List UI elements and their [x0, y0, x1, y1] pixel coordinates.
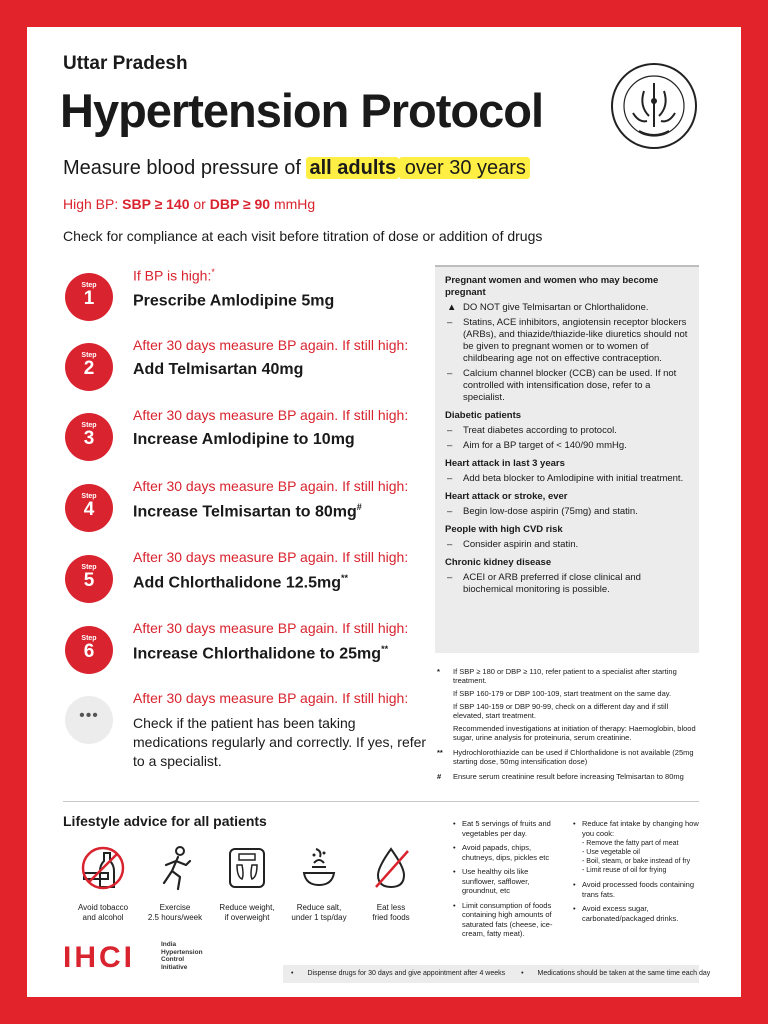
lifestyle-caption — [139, 903, 211, 923]
panel-item-text: Add beta blocker to Amlodipine with initial treatment. — [463, 473, 684, 484]
dash-marker: – — [447, 425, 453, 436]
step-action — [133, 361, 303, 379]
lifestyle-icons — [67, 843, 427, 933]
step-number: 5 — [83, 570, 95, 591]
step-final — [63, 690, 433, 774]
footnote-text: Recommended investigations at initiation of therapy: Haemoglobin, blood sugar, urine analysis for proteinuria, serum creatinine. — [453, 724, 696, 742]
step-action — [133, 291, 334, 310]
panel-item — [445, 368, 689, 404]
lifestyle-advice-col1 — [453, 819, 563, 944]
caption-line: if overweight — [224, 913, 270, 922]
panel-item-text: Statins, ACE inhibitors, angiotensin receptor blockers (ARBs), and thiazide/thiazide-like diuretics should not be given to pregnant women or to women of childbearing age not on effective contraception. — [463, 317, 688, 364]
panel-item — [445, 539, 689, 551]
lifestyle-item — [211, 843, 283, 923]
panel-heading: People with high CVD risk — [445, 524, 563, 535]
caption-line: Reduce weight, — [219, 903, 275, 912]
dash-marker: – — [447, 572, 453, 583]
panel-item — [445, 572, 689, 596]
panel-item-text: Consider aspirin and statin. — [463, 539, 579, 550]
weighing-scale-icon — [222, 843, 272, 893]
footnote — [435, 748, 699, 766]
dash-marker: – — [447, 368, 453, 379]
step-word: Step — [81, 282, 97, 289]
panel-item — [445, 473, 689, 485]
footnote — [435, 702, 699, 720]
step-number: 2 — [83, 358, 95, 379]
lifestyle-item — [67, 843, 139, 923]
caption-line: Eat less — [376, 903, 406, 912]
step-word: Step — [81, 422, 97, 429]
footnote-text: Ensure serum creatinine result before increasing Telmisartan to 80mg — [453, 772, 684, 781]
step-action-text: Increase Chlorthalidone to 25mg — [133, 645, 382, 663]
step-number: 4 — [83, 499, 95, 520]
caption-line: Exercise — [159, 903, 191, 912]
caption-line: Avoid tobacco — [77, 903, 129, 912]
advice-item: • Avoid papads, chips, chutneys, dips, pickles etc — [453, 843, 563, 862]
caption-line: under 1 tsp/day — [291, 913, 347, 922]
footnote — [435, 772, 699, 781]
step-condition-text: If BP is high: — [133, 267, 212, 284]
step-badge — [65, 343, 113, 391]
step-condition — [133, 407, 408, 423]
step-number: 1 — [83, 288, 95, 309]
region-heading: Uttar Pradesh — [63, 53, 188, 74]
step-condition — [133, 267, 215, 284]
dash-marker: – — [447, 317, 453, 328]
dash-marker: – — [447, 539, 453, 550]
step-condition — [133, 620, 408, 636]
lifestyle-caption — [355, 903, 427, 923]
footer-bullet: • — [291, 970, 294, 977]
footnote-text: If SBP ≥ 180 or DBP ≥ 110, refer patient to a specialist after starting treatment. — [453, 667, 677, 685]
step-action — [133, 644, 388, 663]
step-number: 3 — [83, 428, 95, 449]
dash-marker: – — [447, 440, 453, 451]
dash-marker: – — [447, 506, 453, 517]
logo-fullname — [161, 941, 221, 971]
step-condition-text: After 30 days measure BP again. If still high: — [133, 478, 409, 494]
footnote — [435, 667, 699, 685]
running-person-icon — [150, 843, 200, 893]
logo-line: Initiative — [161, 963, 188, 971]
step-condition-text: After 30 days measure BP again. If still high: — [133, 407, 409, 423]
footer-item-1: Dispense drugs for 30 days and give appointment after 4 weeks — [307, 970, 506, 977]
lifestyle-item — [355, 843, 427, 923]
advice-subitem: - Boil, steam, or bake instead of fry — [582, 858, 691, 865]
step-action — [133, 502, 362, 521]
lifestyle-heading: Lifestyle advice for all patients — [63, 813, 267, 829]
advice-subitem: - Limit reuse of oil for frying — [582, 867, 667, 874]
panel-heading: Heart attack or stroke, ever — [445, 491, 568, 502]
advice-item: • Eat 5 servings of fruits and vegetables per day. — [453, 819, 563, 838]
caption-line: fried foods — [372, 913, 410, 922]
lifestyle-item — [139, 843, 211, 923]
step-3 — [63, 407, 433, 469]
ellipsis-icon: ••• — [79, 707, 99, 724]
step-1 — [63, 267, 433, 329]
highbp-unit: mmHg — [270, 196, 316, 212]
salt-bowl-icon — [294, 843, 344, 893]
caption-line: Reduce salt, — [296, 903, 342, 912]
measure-suffix: over 30 years — [399, 157, 530, 179]
panel-item-text: DO NOT give Telmisartan or Chlorthalidone. — [463, 302, 649, 313]
step-action-text: Increase Telmisartan to 80mg — [133, 503, 357, 521]
step-action-text: Add Chlorthalidone 12.5mg — [133, 574, 342, 592]
step-action-text: Add Telmisartan 40mg — [133, 361, 304, 378]
step-action-mark: ** — [341, 573, 349, 583]
logo-line: India — [161, 941, 177, 948]
highbp-label: High BP: — [63, 196, 123, 212]
special-populations-panel — [435, 265, 699, 653]
panel-item-text: Calcium channel blocker (CCB) can be used. If not controlled with intensification dose, refer to a specialist. — [463, 368, 677, 403]
footnote — [435, 689, 699, 698]
footnote-text: If SBP 160-179 or DBP 100-109, start treatment on the same day. — [453, 689, 672, 698]
panel-heading: Heart attack in last 3 years — [445, 458, 565, 469]
step-badge — [65, 555, 113, 603]
state-seal-icon — [609, 61, 699, 151]
caption-line: 2.5 hours/week — [147, 913, 203, 922]
dash-marker: – — [447, 473, 453, 484]
step-condition-text: After 30 days measure BP again. If still high: — [133, 549, 409, 565]
lifestyle-advice-col2 — [573, 819, 699, 928]
protocol-sheet — [27, 27, 741, 997]
step-word: Step — [81, 352, 97, 359]
panel-item-text: Aim for a BP target of < 140/90 mmHg. — [463, 440, 627, 451]
step-4 — [63, 478, 433, 540]
advice-item: • Limit consumption of foods containing high amounts of saturated fats (cheese, ice-cream, fatty meat). — [453, 901, 563, 939]
panel-heading: Pregnant women and women who may become pregnant — [445, 275, 659, 298]
high-bp-definition — [63, 196, 315, 212]
step-number: 6 — [83, 641, 95, 662]
advice-item: • Use healthy oils like sunflower, safflower, groundnut, etc — [453, 867, 563, 896]
step-condition — [133, 478, 408, 494]
panel-item — [445, 425, 689, 437]
step-word: Step — [81, 493, 97, 500]
footer-bullet: • — [521, 970, 524, 977]
step-word: Step — [81, 564, 97, 571]
advice-subitem: - Use vegetable oil — [582, 849, 640, 856]
panel-item — [445, 440, 689, 452]
footnote-text: Hydrochlorothiazide can be used if Chlorthalidone is not available (25mg starting dose, 50mg intensification dose) — [453, 748, 694, 766]
lifestyle-caption — [211, 903, 283, 923]
panel-item — [445, 506, 689, 518]
step-action-mark: ** — [381, 644, 389, 654]
step-condition: After 30 days measure BP again. If still high: — [133, 690, 409, 706]
lifestyle-caption — [67, 903, 139, 923]
footnote-text: If SBP 140-159 or DBP 90-99, check on a different day and if still elevated, start treatment. — [453, 702, 669, 720]
footnote — [435, 724, 699, 742]
footnote-mark: * — [437, 667, 440, 676]
compliance-note: Check for compliance at each visit before titration of dose or addition of drugs — [63, 228, 543, 244]
step-badge — [65, 273, 113, 321]
footnote-mark: ** — [437, 748, 443, 757]
panel-item-text: Begin low-dose aspirin (75mg) and statin. — [463, 506, 638, 517]
step-action — [133, 573, 348, 592]
step-condition-text: After 30 days measure BP again. If still high: — [133, 620, 409, 636]
no-tobacco-alcohol-icon — [78, 843, 128, 893]
step-6 — [63, 620, 433, 682]
step-5 — [63, 549, 433, 611]
step-action-mark: # — [356, 502, 362, 512]
footnotes — [435, 667, 699, 785]
measure-highlight: all adults — [306, 157, 399, 179]
logo-line: Hypertension — [161, 948, 203, 956]
measure-prefix: Measure blood pressure of — [63, 157, 307, 179]
page-title: Hypertension Protocol — [60, 84, 544, 137]
advice-item: • Reduce fat intake by changing how you cook: — [573, 819, 699, 838]
dbp-threshold: DBP ≥ 90 — [209, 196, 271, 212]
step-condition-mark: * — [211, 267, 215, 277]
lifestyle-caption — [283, 903, 355, 923]
step-action-text: Prescribe Amlodipine 5mg — [133, 292, 335, 310]
warning-icon: ▲ — [447, 302, 457, 313]
step-action-text: Increase Amlodipine to 10mg — [133, 431, 355, 448]
advice-item: • Avoid excess sugar, carbonated/packaged drinks. — [573, 904, 699, 923]
ellipsis-badge — [65, 696, 113, 744]
panel-heading: Chronic kidney disease — [445, 557, 552, 568]
lifestyle-item — [283, 843, 355, 923]
step-action — [133, 431, 355, 449]
no-oil-drop-icon — [366, 843, 416, 893]
panel-item-text: Treat diabetes according to protocol. — [463, 425, 617, 436]
advice-item: • Avoid processed foods containing trans fats. — [573, 880, 699, 899]
sbp-threshold: SBP ≥ 140 — [122, 196, 190, 212]
advice-subitem: - Remove the fatty part of meat — [582, 840, 679, 847]
measure-statement — [63, 157, 530, 180]
panel-item — [445, 302, 689, 314]
logo-line: Control — [161, 956, 185, 963]
panel-heading: Diabetic patients — [445, 410, 522, 421]
panel-item-text: ACEI or ARB preferred if close clinical and biochemical monitoring is possible. — [463, 572, 641, 595]
step-badge — [65, 484, 113, 532]
footnote-mark: # — [437, 772, 442, 781]
step-condition — [133, 337, 408, 353]
step-condition-text: After 30 days measure BP again. If still high: — [133, 337, 409, 353]
caption-line: and alcohol — [82, 913, 124, 922]
step-badge — [65, 413, 113, 461]
final-instruction: Check if the patient has been taking medications regularly and correctly. If yes, refer to a specialist. — [133, 715, 427, 769]
logo-wordmark: IHCI — [63, 941, 135, 974]
highbp-or: or — [189, 196, 210, 212]
footer-bar — [283, 965, 711, 983]
panel-item — [445, 317, 689, 365]
step-word: Step — [81, 635, 97, 642]
section-divider — [63, 801, 699, 802]
step-badge — [65, 626, 113, 674]
step-condition — [133, 549, 408, 565]
footer-item-2: Medications should be taken at the same time each day — [537, 970, 711, 977]
step-2 — [63, 337, 433, 399]
